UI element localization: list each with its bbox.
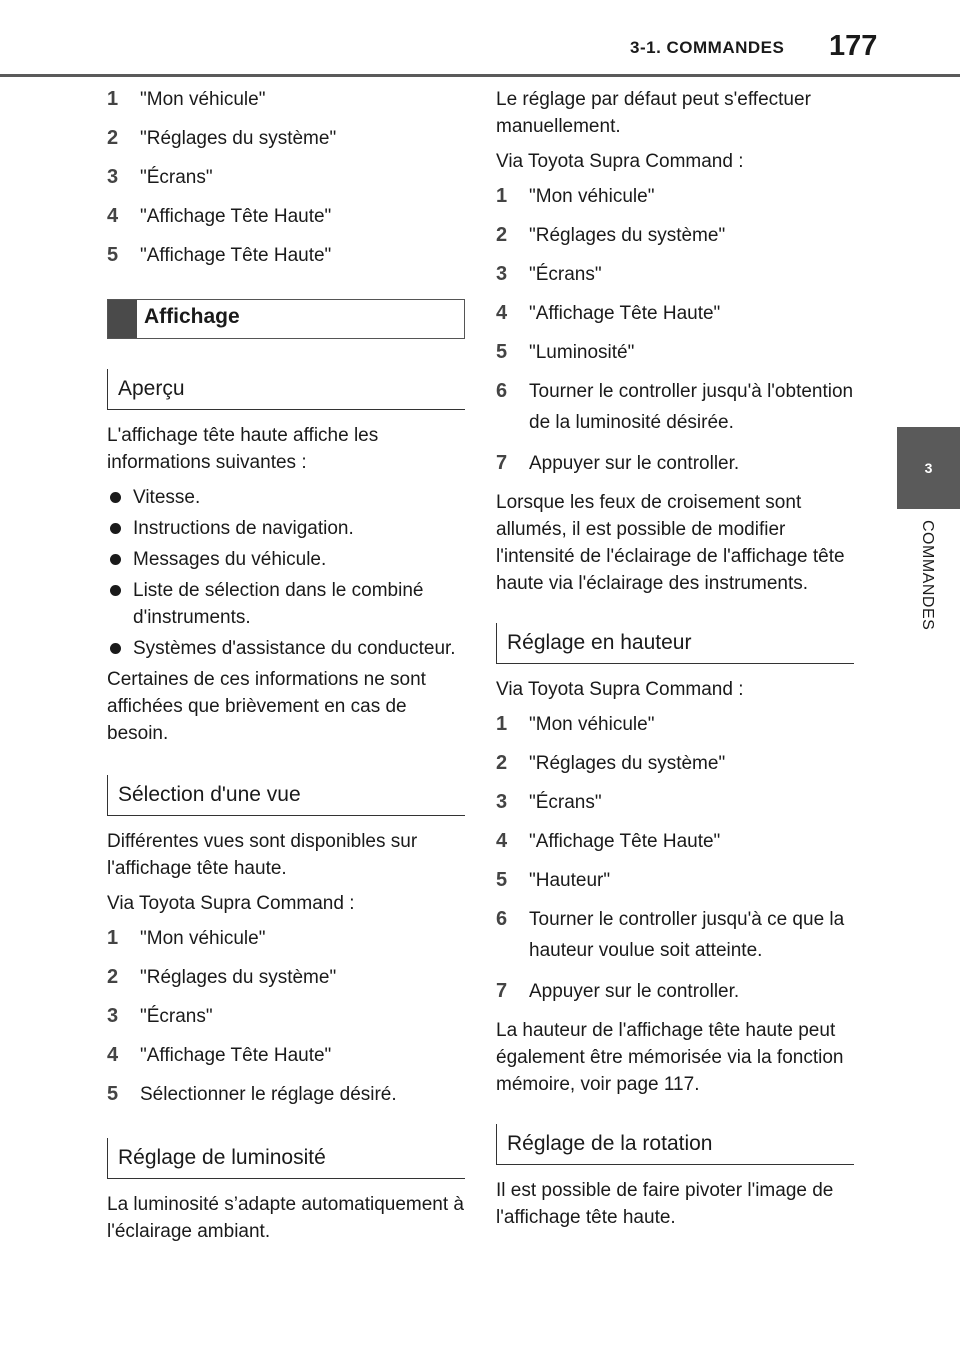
step-item — [496, 300, 854, 327]
step-item — [496, 183, 854, 210]
step-text: "Écrans" — [140, 1006, 213, 1027]
step-text: "Écrans" — [529, 792, 602, 813]
step-item — [496, 867, 854, 894]
step-item — [496, 906, 854, 966]
step-text: "Réglages du système" — [140, 128, 337, 149]
bullet-text: Liste de sélection dans le combiné d'instruments. — [133, 580, 424, 628]
subsection-heading-rotation: Réglage de la rotation — [496, 1124, 854, 1165]
paragraph: Il est possible de faire pivoter l'image de l'affichage tête haute. — [496, 1180, 834, 1228]
step-item — [496, 711, 854, 738]
chapter-number: 3 — [924, 460, 933, 476]
step-item — [496, 828, 854, 855]
page-number: 177 — [829, 30, 878, 62]
step-text: "Mon véhicule" — [529, 186, 655, 207]
step-text: "Luminosité" — [529, 342, 635, 363]
step-text: "Affichage Tête Haute" — [529, 831, 721, 852]
step-text: "Affichage Tête Haute" — [140, 206, 332, 227]
step-text: "Affichage Tête Haute" — [140, 1045, 332, 1066]
step-number: 5 — [107, 244, 119, 266]
subsection-heading-selection: Sélection d'une vue — [107, 775, 465, 816]
bullet-icon — [107, 515, 133, 542]
step-number: 4 — [107, 1044, 119, 1066]
step-number: 3 — [496, 263, 508, 285]
step-text: Tourner le controller jusqu'à ce que la hauteur voulue soit atteinte. — [529, 909, 845, 961]
step-item — [496, 339, 854, 366]
step-item — [496, 222, 854, 249]
step-number: 1 — [496, 185, 508, 207]
paragraph: La hauteur de l'affichage tête haute peut également être mémorisée via la fonction mémoire, voir page 117. — [496, 1020, 844, 1095]
step-item — [496, 789, 854, 816]
bullet-item — [107, 635, 465, 662]
step-number: 2 — [496, 224, 508, 246]
right-column — [496, 86, 854, 1239]
bullet-item — [107, 577, 465, 631]
step-text: Tourner le controller jusqu'à l'obtention de la luminosité désirée. — [529, 381, 854, 433]
step-number: 5 — [496, 341, 508, 363]
step-text: "Affichage Tête Haute" — [140, 245, 332, 266]
step-text: Appuyer sur le controller. — [529, 981, 740, 1002]
step-item — [107, 964, 465, 991]
step-text: "Réglages du système" — [529, 753, 726, 774]
step-item — [107, 1081, 465, 1108]
subsection-heading-apercu: Aperçu — [107, 369, 465, 410]
bullet-text: Instructions de navigation. — [133, 518, 354, 539]
subsection-heading-luminosite: Réglage de luminosité — [107, 1138, 465, 1179]
step-text: Appuyer sur le controller. — [529, 453, 740, 474]
step-number: 3 — [107, 166, 119, 188]
step-number: 1 — [107, 927, 119, 949]
bullet-text: Messages du véhicule. — [133, 549, 327, 570]
section-title: Affichage — [144, 305, 240, 328]
step-text: "Mon véhicule" — [529, 714, 655, 735]
step-text: "Écrans" — [529, 264, 602, 285]
step-number: 5 — [107, 1083, 119, 1105]
paragraph: L'affichage tête haute affiche les informations suivantes : — [107, 425, 379, 473]
step-number: 3 — [107, 1005, 119, 1027]
bullet-icon — [107, 546, 133, 573]
step-item — [107, 925, 465, 952]
paragraph: Lorsque les feux de croisement sont allumés, il est possible de modifier l'intensité de l'éclairage de l'affichage tête haute via l'éclairage des instruments. — [496, 492, 845, 594]
chapter-tab — [897, 427, 960, 509]
bullet-item — [107, 484, 465, 511]
subsection-heading-hauteur: Réglage en hauteur — [496, 623, 854, 664]
step-item — [107, 164, 465, 191]
paragraph: Le réglage par défaut peut s'effectuer manuellement. — [496, 89, 811, 137]
step-item — [496, 378, 854, 438]
section-header-bar — [108, 300, 137, 338]
step-number: 6 — [496, 908, 508, 930]
bullet-item — [107, 515, 465, 542]
bullet-icon — [107, 635, 133, 662]
step-text: Sélectionner le réglage désiré. — [140, 1084, 397, 1105]
step-text: "Affichage Tête Haute" — [529, 303, 721, 324]
bullet-text: Systèmes d'assistance du conducteur. — [133, 638, 456, 659]
header-section-title: 3-1. COMMANDES — [630, 38, 785, 57]
step-text: "Réglages du système" — [140, 967, 337, 988]
section-header — [107, 299, 465, 339]
left-column — [107, 86, 465, 1253]
step-number: 2 — [107, 966, 119, 988]
bullet-icon — [107, 484, 133, 511]
step-item — [107, 125, 465, 152]
step-item — [107, 86, 465, 113]
step-item — [107, 1003, 465, 1030]
chapter-label: COMMANDES — [919, 520, 936, 631]
paragraph: Différentes vues sont disponibles sur l'affichage tête haute. — [107, 831, 418, 879]
paragraph: La luminosité s’adapte automatiquement à l'éclairage ambiant. — [107, 1194, 465, 1242]
step-number: 7 — [496, 980, 508, 1002]
header-rule — [0, 74, 960, 77]
step-number: 4 — [496, 302, 508, 324]
step-text: "Mon véhicule" — [140, 89, 266, 110]
step-text: "Réglages du système" — [529, 225, 726, 246]
step-number: 1 — [107, 88, 119, 110]
step-item — [107, 1042, 465, 1069]
paragraph: Via Toyota Supra Command : — [496, 151, 744, 172]
step-item — [496, 450, 854, 477]
step-item — [107, 203, 465, 230]
bullet-item — [107, 546, 465, 573]
step-number: 3 — [496, 791, 508, 813]
paragraph: Via Toyota Supra Command : — [496, 679, 744, 700]
step-item — [107, 242, 465, 269]
step-number: 7 — [496, 452, 508, 474]
step-number: 4 — [496, 830, 508, 852]
step-text: "Mon véhicule" — [140, 928, 266, 949]
step-number: 5 — [496, 869, 508, 891]
step-item — [496, 978, 854, 1005]
step-number: 1 — [496, 713, 508, 735]
paragraph: Via Toyota Supra Command : — [107, 893, 355, 914]
step-number: 6 — [496, 380, 508, 402]
step-number: 4 — [107, 205, 119, 227]
step-number: 2 — [107, 127, 119, 149]
step-text: "Écrans" — [140, 167, 213, 188]
bullet-icon — [107, 577, 133, 631]
step-text: "Hauteur" — [529, 870, 611, 891]
paragraph: Certaines de ces informations ne sont affichées que brièvement en cas de besoin. — [107, 669, 426, 744]
step-item — [496, 261, 854, 288]
bullet-text: Vitesse. — [133, 487, 201, 508]
step-number: 2 — [496, 752, 508, 774]
step-item — [496, 750, 854, 777]
